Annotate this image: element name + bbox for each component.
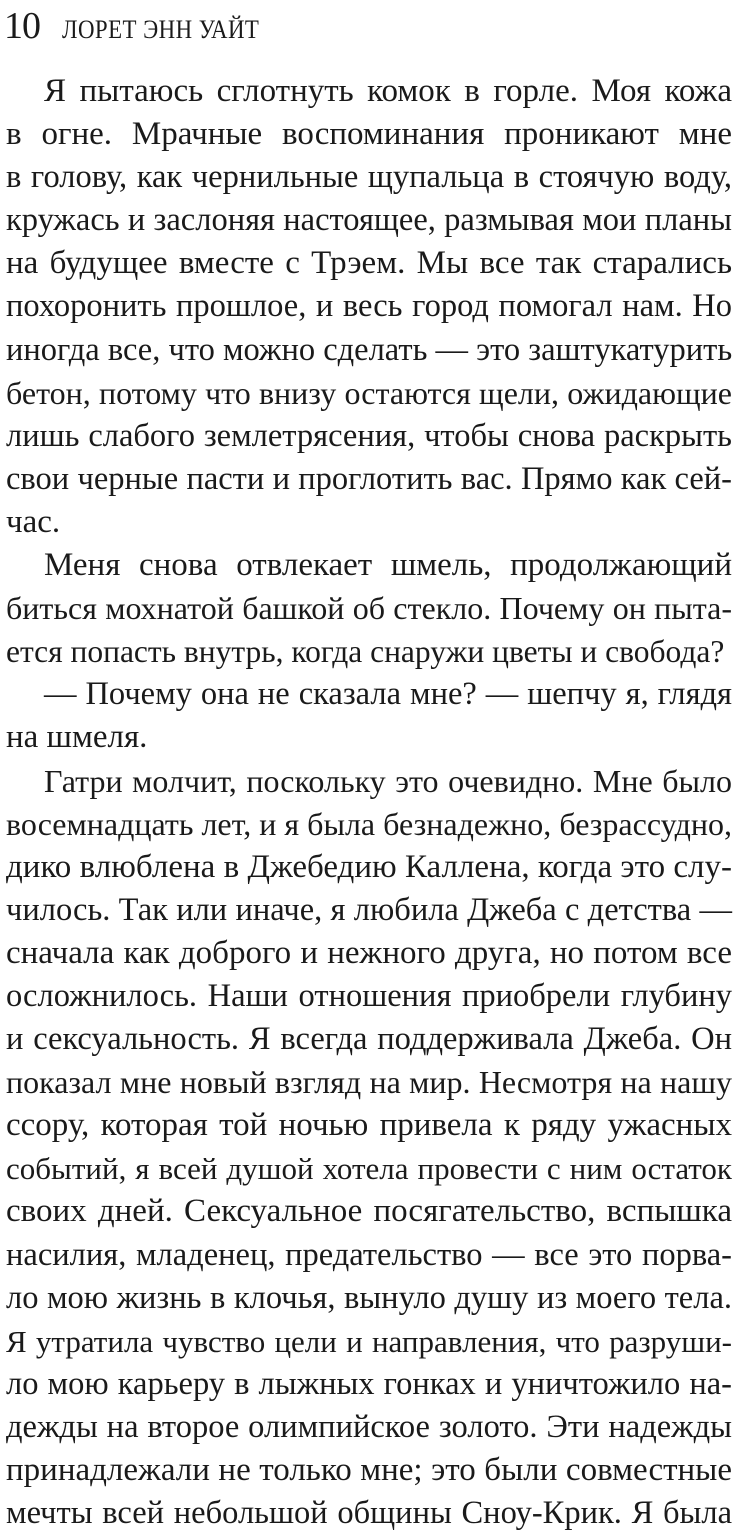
body-text [6, 70, 732, 1535]
text-line: восемнадцать лет, и я была безнадежно, безрассудно, [6, 805, 732, 842]
text-line: принадлежали не только мне; это были совместные [6, 1452, 732, 1488]
text-line: дико влюблена в Джебедию Каллена, когда это слу- [6, 848, 732, 885]
text-line: час. [6, 503, 61, 540]
text-line: ется попасть внутрь, когда снаружи цветы и свобода? [6, 634, 725, 670]
text-line: на шмеля. [6, 719, 148, 756]
running-head-author: ЛОРЕТ ЭНН УАЙТ [62, 15, 260, 44]
text-line: на будущее вместе с Трэем. Мы все так старались [6, 245, 732, 282]
text-line: Я утратила чувство цели и направления, что разруши- [6, 1323, 732, 1359]
text-line: Меня снова отвлекает шмель, продолжающий [44, 547, 732, 584]
text-line: — Почему она не сказала мне? — шепчу я, глядя [44, 676, 732, 713]
text-line: ссору, которая той ночью привела к ряду ужасных [6, 1107, 732, 1144]
text-line: ло мою карьеру в лыжных гонках и уничтожило на- [6, 1365, 732, 1402]
text-line: дежды на второе олимпийское золото. Эти надежды [6, 1408, 732, 1445]
text-line: ло мою жизнь в клочья, вынуло душу из моего тела. [6, 1279, 732, 1316]
page-number: 10 [4, 5, 40, 47]
text-line: осложнилось. Наши отношения приобрели глубину [6, 977, 732, 1014]
text-line: кружась и заслоняя настоящее, размывая мои планы [6, 202, 732, 239]
text-line: Я пытаюсь сглотнуть комок в горле. Моя кожа [44, 73, 732, 109]
text-line: и сексуальность. Я всегда поддерживала Джеба. Он [6, 1021, 732, 1058]
page-header [4, 4, 286, 50]
text-line: показал мне новый взгляд на мир. Несмотря на нашу [6, 1064, 732, 1101]
text-line: сначала как доброго и нежного друга, но потом все [6, 934, 732, 971]
text-line: насилия, младенец, предательство — все это порва- [6, 1236, 732, 1273]
text-line: свои черные пасти и проглотить вас. Прямо как сей- [6, 460, 732, 497]
text-line: Гатри молчит, поскольку это очевидно. Мне было [44, 762, 732, 799]
text-line: в голову, как чернильные щупальца в стоячую воду, [6, 159, 732, 196]
text-line: бетон, потому что внизу остаются щели, ожидающие [6, 374, 732, 411]
text-line: событий, я всей душой хотела провести с ним остаток [6, 1151, 732, 1187]
text-line: чилось. Так или иначе, я любила Джеба с детства — [6, 891, 732, 928]
text-line: похоронить прошлое, и весь город помогал нам. Но [6, 288, 732, 325]
text-line: в огне. Мрачные воспоминания проникают мне [6, 116, 732, 153]
text-line: своих дней. Сексуальное посягательство, вспышка [6, 1193, 732, 1230]
text-line: биться мохнатой башкой об стекло. Почему он пыта- [6, 590, 732, 627]
text-line: мечты всей небольшой общины Сноу-Крик. Я была [6, 1495, 732, 1532]
text-line: иногда все, что можно сделать — это заштукатурить [6, 331, 733, 368]
text-line: лишь слабого землетрясения, чтобы снова раскрыть [6, 417, 732, 454]
